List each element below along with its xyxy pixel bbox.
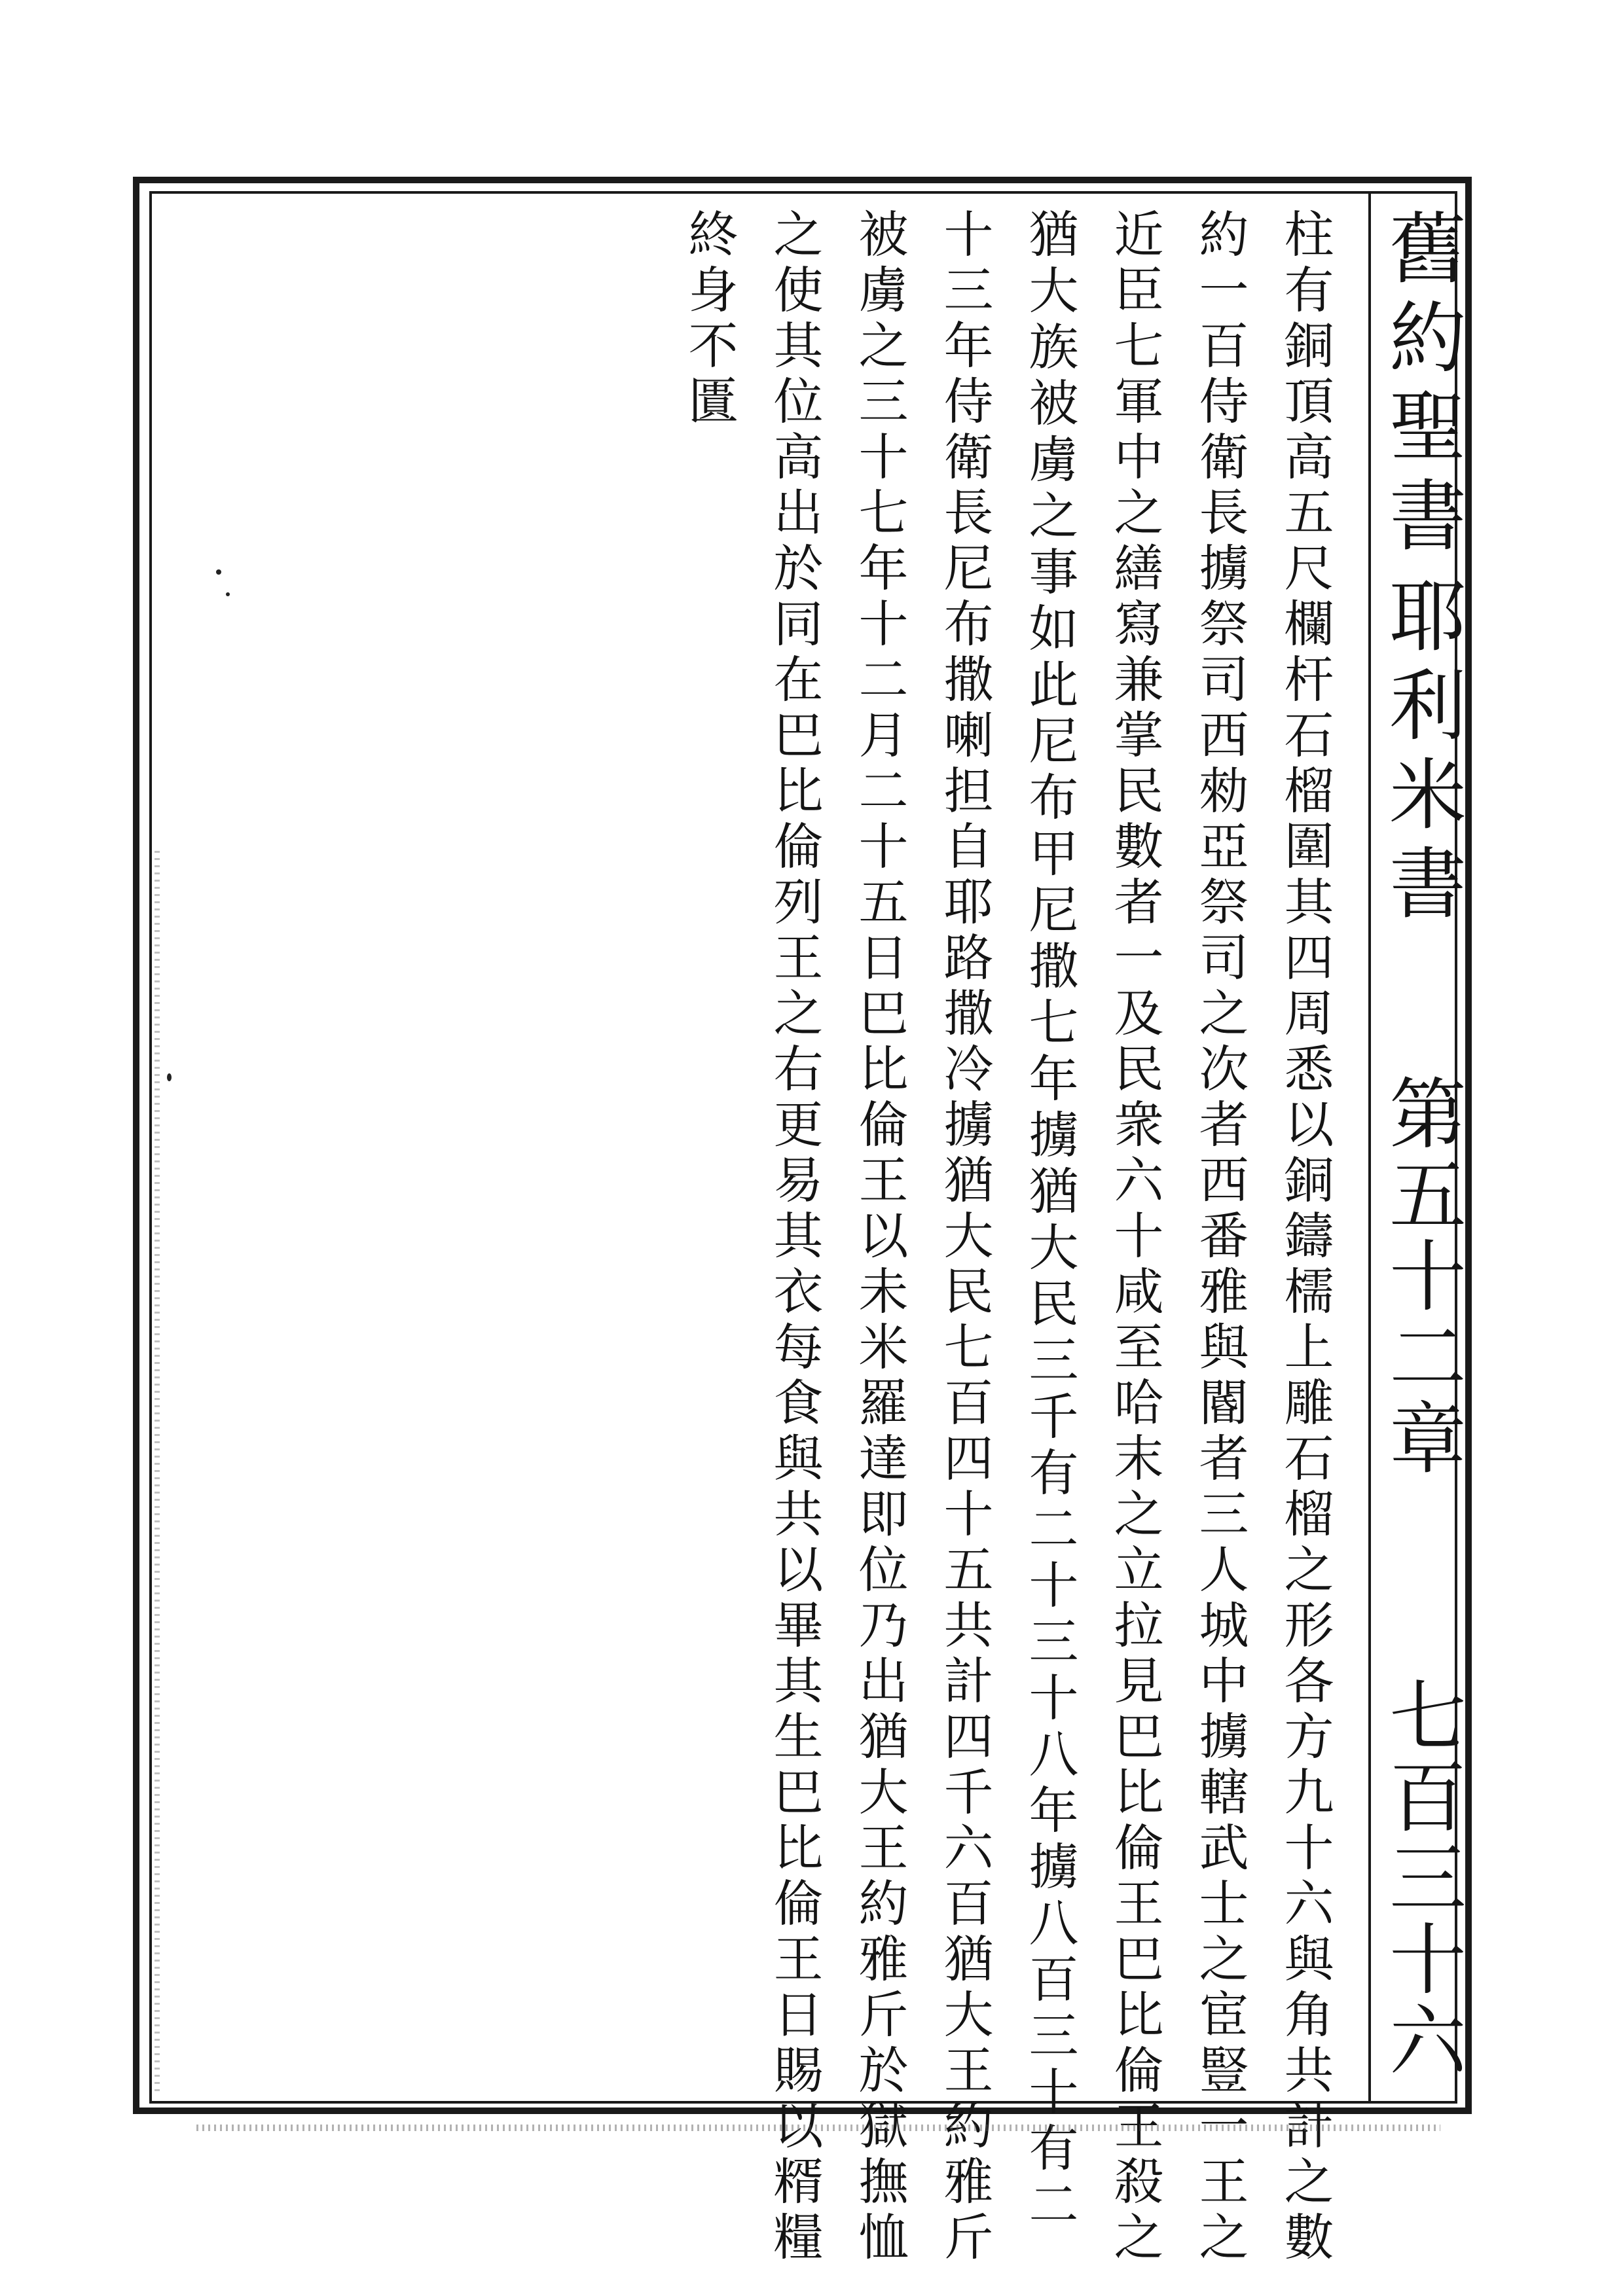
text-column-2: 約一百侍衛長擄祭司西勑亞祭司之次者西番雅與閽者三人城中擄轄武士之宦豎一王之 — [1191, 208, 1249, 2267]
scan-noise-bottom — [196, 2125, 1440, 2131]
scan-speck — [167, 1073, 172, 1081]
chapter-heading: 第五十二章 — [1376, 1073, 1467, 1479]
text-column-7: 之使其位高出於同在巴比倫列王之右更易其衣每食與共以畢其生巴比倫王日賜以糈糧 — [765, 208, 824, 2267]
header-divider — [1368, 191, 1371, 2104]
text-column-3: 近臣七軍中之繕寫兼掌民數者一及民衆六十咸至哈末之立拉見巴比倫王巴比倫王殺之 — [1106, 208, 1164, 2267]
text-column-4: 猶大族被虜之事如此尼布甲尼撒七年擄猶大民三千有二十三十八年擄八百三十有二 — [1021, 208, 1079, 2234]
scan-speck — [226, 592, 230, 596]
text-column-8: 終身不匱 — [680, 208, 739, 431]
book-title: 舊約聖書 — [1376, 208, 1467, 564]
scan-speck — [216, 569, 221, 575]
text-column-1: 柱有銅頂高五尺欄杆石榴圍其四周悉以銅鑄檽上雕石榴之形各方九十六與角共計之數 — [1276, 208, 1334, 2267]
book-name: 耶利米書 — [1376, 576, 1467, 932]
page-number: 七百三十六 — [1376, 1676, 1467, 2081]
text-column-6: 被虜之三十七年十二月二十五日巴比倫王以未米羅達即位乃出猶大王約雅斤於獄撫恤 — [850, 208, 909, 2267]
scan-noise-side — [155, 851, 160, 2094]
text-column-5: 十三年侍衛長尼布撒喇担自耶路撒冷擄猶大民七百四十五共計四千六百猶大王約雅斤 — [936, 208, 994, 2267]
